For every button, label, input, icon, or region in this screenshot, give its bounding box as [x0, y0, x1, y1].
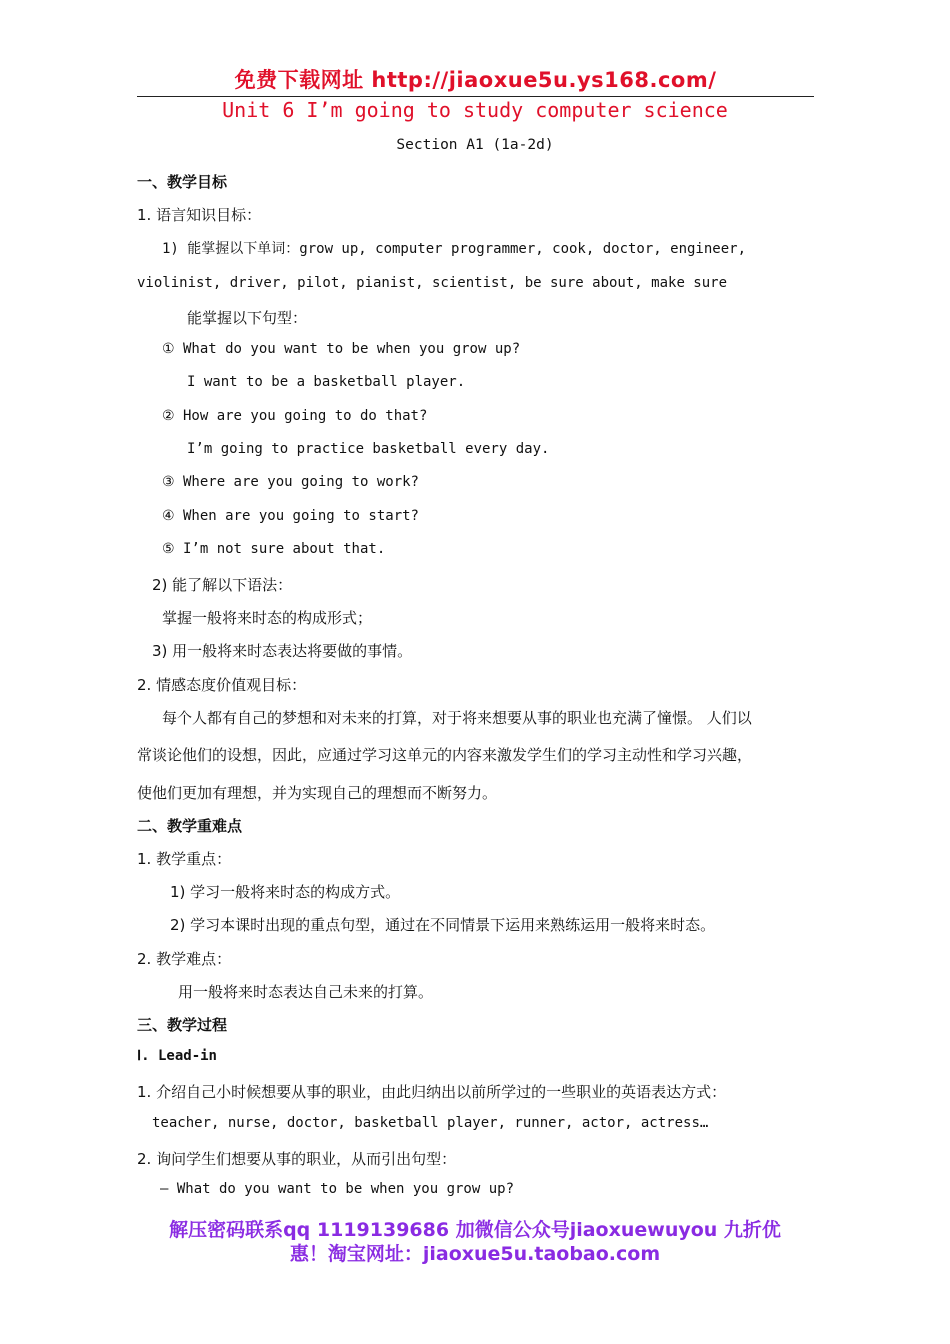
footer-line: 解压密码联系qq 1119139686 加微信公众号jiaoxuewuyou 九折优: [169, 1219, 781, 1241]
text-line: I’m going to practice basketball every day.: [187, 441, 550, 457]
section-subtitle: Section A1 (1a-2d): [396, 137, 554, 153]
text-line: ⑤ I’m not sure about that.: [162, 541, 386, 557]
text-line: 常谈论他们的设想，因此，应通过学习这单元的内容来激发学生们的学习主动性和学习兴趣，: [137, 746, 753, 764]
footer-line: 惠！淘宝网址：jiaoxue5u.taobao.com: [289, 1243, 661, 1265]
text-line: 2) 能了解以下语法：: [152, 576, 293, 594]
heading-objectives: 一、教学目标: [137, 173, 228, 191]
text-line: ② How are you going to do that?: [162, 408, 428, 424]
text-line: 每个人都有自己的梦想和对未来的打算，对于将来想要从事的职业也充满了憧憬。 人们以: [162, 709, 752, 727]
text-line: 使他们更加有理想，并为实现自己的理想而不断努力。: [137, 784, 498, 802]
text-line: 2. 教学难点：: [137, 950, 232, 968]
text-line: 2) 学习本课时出现的重点句型，通过在不同情景下运用来熟练运用一般将来时态。: [170, 916, 716, 934]
text-line: I want to be a basketball player.: [187, 374, 466, 390]
text-line: 1. 介绍自己小时候想要从事的职业，由此归纳出以前所学过的一些职业的英语表达方式：: [137, 1083, 727, 1101]
text-line: 用一般将来时态表达自己未来的打算。: [178, 983, 434, 1001]
text-line: ① What do you want to be when you grow up?: [162, 341, 521, 357]
header-text: 免费下载网址 http://jiaoxue5u.ys168.com/: [234, 68, 717, 92]
subheading-lead-in: Ⅰ. Lead-in: [137, 1048, 217, 1064]
text-line: 2. 情感态度价值观目标：: [137, 676, 307, 694]
page-header: [137, 64, 814, 97]
text-line: ④ When are you going to start?: [162, 508, 419, 524]
text-line: 1. 教学重点：: [137, 850, 232, 868]
heading-process: 三、教学过程: [137, 1016, 228, 1034]
text-line: 3) 用一般将来时态表达将要做的事情。: [152, 642, 413, 660]
text-line: 能掌握以下句型：: [187, 309, 308, 327]
text-line: 2. 询问学生们想要从事的职业，从而引出句型：: [137, 1150, 457, 1168]
text-line: ③ Where are you going to work?: [162, 474, 419, 490]
text-line: teacher, nurse, doctor, basketball player, runner, actor, actress…: [152, 1115, 709, 1131]
text-line: 掌握一般将来时态的构成形式；: [162, 609, 373, 627]
text-line: 1. 语言知识目标：: [137, 206, 262, 224]
text-line: 1) 学习一般将来时态的构成方式。: [170, 883, 401, 901]
heading-key-points: 二、教学重难点: [137, 817, 243, 835]
text-line: — What do you want to be when you grow up?: [160, 1181, 515, 1197]
document-title: Unit 6 I’m going to study computer science: [222, 98, 728, 122]
page-footer: [0, 1218, 950, 1266]
text-line: 1) 能掌握以下单词：grow up, computer programmer, cook, doctor, engineer,: [162, 241, 747, 257]
text-line: violinist, driver, pilot, pianist, scientist, be sure about, make sure: [137, 275, 728, 291]
